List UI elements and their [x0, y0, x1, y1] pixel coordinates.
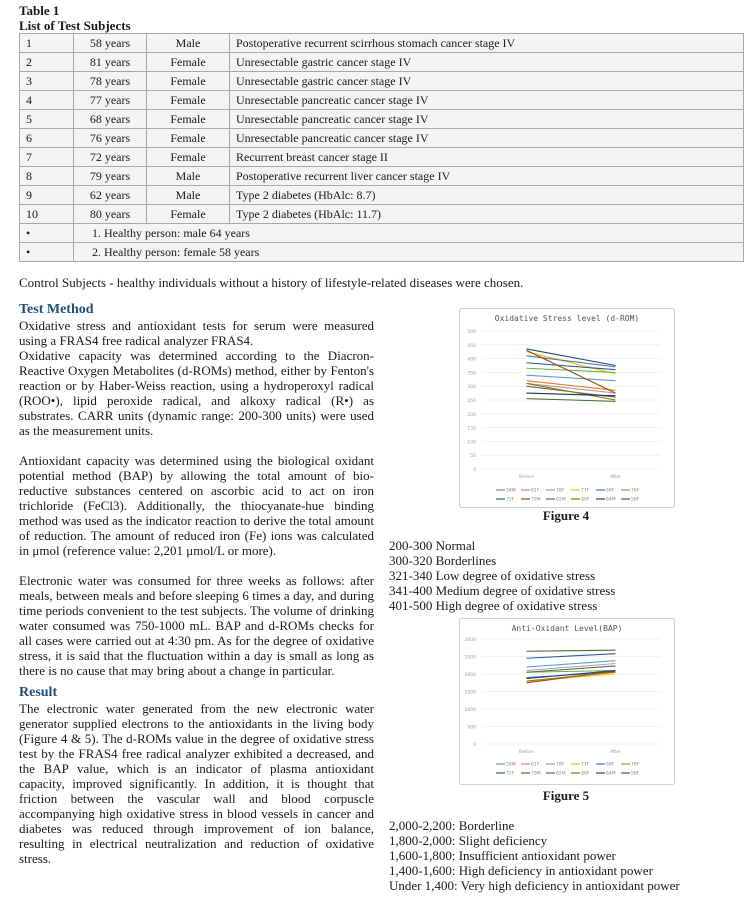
control-row [20, 224, 744, 243]
table-row [20, 34, 744, 53]
figure-5-ranges [389, 818, 680, 893]
legend-label: 81F [531, 762, 540, 768]
table-row [20, 129, 744, 148]
subject-age: 72 years [74, 148, 147, 167]
chart-title: Anti-Oxidant Level(BAP) [511, 624, 623, 633]
y-tick-label: 50 [470, 454, 476, 460]
control-subject: 1. Healthy person: male 64 years [74, 224, 744, 243]
y-tick-label: 1500 [464, 690, 476, 696]
table-row [20, 148, 744, 167]
x-tick-label: After [610, 750, 621, 755]
legend-label: 81F [531, 488, 540, 494]
legend-label: 79M [531, 497, 541, 503]
y-tick-label: 1000 [464, 708, 476, 713]
subject-age: 80 years [74, 205, 147, 224]
subject-age: 76 years [74, 129, 147, 148]
legend-label: 68F [606, 488, 615, 494]
subject-sex: Female [147, 91, 230, 110]
subject-sex: Female [147, 205, 230, 224]
test-method-paragraph-3: Antioxidant capacity was determined using the biological oxidant potential method (BAP) by allowing the total amount of bio-reductive substances centered on ascorbic acid to act on iron trichloride (FeCl3). Additionally, the thiocyanate-hue binding method was used as the indicator reaction to derive the total amount of reduction. The amount of reduced iron (Fe) ions was calculated in μmol (reference value: 2,201 μmol/L or more). [19, 453, 374, 558]
legend-label: 58F [631, 497, 640, 503]
table-number: Table 1 [19, 3, 60, 18]
legend-label: 64M [606, 771, 616, 777]
subject-sex: Female [147, 148, 230, 167]
y-tick-label: 500 [467, 330, 476, 335]
y-tick-label: 2500 [464, 655, 476, 661]
subject-number: 5 [20, 110, 74, 129]
bullet: • [20, 243, 74, 262]
legend-label: 58M [506, 488, 516, 494]
legend-label: 72F [506, 771, 515, 777]
legend-label: 62M [556, 497, 566, 503]
legend-label: 80F [581, 497, 590, 503]
table-row [20, 72, 744, 91]
legend-label: 68F [606, 762, 615, 768]
legend-label: 77F [581, 762, 590, 768]
bap-line-chart [460, 619, 674, 784]
series-line [527, 375, 616, 381]
y-tick-label: 100 [467, 440, 476, 446]
figure-5-chart [459, 618, 675, 785]
subject-sex: Female [147, 129, 230, 148]
test-method-paragraph-4: Electronic water was consumed for three weeks as follows: after meals, between meals and before sleeping 6 times a day, and during time periods convenient to the test subjects. The volume of drinking water consumed was 750-1000 mL. BAP and d-ROMs checks for all cases were carried out at 4:30 pm. As for the degree of oxidative stress, it is said that the fluctuation within a day is small as long as there is no cause that may bring about a change in particular. [19, 573, 374, 678]
test-method-paragraph-2: Oxidative capacity was determined according to the Diacron-Reactive Oxygen Metabolites (d-ROMs) method, either by Fenton's reaction or by Haber-Weiss reaction, using a hydroperoxyl radical (ROO•), lipid peroxide radical, and alkoxy radical (R•) as substrates. CARR units (dynamic range: 200-300 units) were used as the measurement units. [19, 348, 374, 438]
subject-diagnosis: Type 2 diabetes (HbAlc: 8.7) [230, 186, 744, 205]
subject-number: 3 [20, 72, 74, 91]
subject-age: 68 years [74, 110, 147, 129]
legend-label: 58F [631, 771, 640, 777]
table-row [20, 53, 744, 72]
result-heading: Result [19, 685, 58, 700]
range-item: 321-340 Low degree of oxidative stress [389, 568, 596, 583]
range-item: 401-500 High degree of oxidative stress [389, 598, 598, 613]
table-row [20, 167, 744, 186]
legend-label: 78F [556, 762, 565, 768]
subject-diagnosis: Unresectable pancreatic cancer stage IV [230, 91, 744, 110]
figure-4-caption: Figure 4 [542, 508, 590, 523]
subject-number: 10 [20, 205, 74, 224]
range-item: 200-300 Normal [389, 538, 476, 553]
legend-label: 64M [606, 497, 616, 503]
figure-4-ranges [389, 538, 615, 613]
range-item: 2,000-2,200: Borderline [389, 818, 515, 833]
table-row [20, 205, 744, 224]
subject-diagnosis: Unresectable pancreatic cancer stage IV [230, 129, 744, 148]
y-tick-label: 2000 [464, 673, 476, 678]
legend-label: 80F [581, 771, 590, 777]
y-tick-label: 500 [467, 725, 476, 731]
legend-label: 72F [506, 497, 515, 503]
subject-number: 9 [20, 186, 74, 205]
figure-5-caption: Figure 5 [542, 788, 590, 803]
control-note: Control Subjects - healthy individuals without a history of lifestyle-related diseases were chosen. [19, 275, 524, 290]
subject-sex: Male [147, 34, 230, 53]
test-method-heading: Test Method [19, 302, 94, 317]
legend-label: 76F [631, 488, 640, 494]
series-line [527, 661, 616, 667]
subject-age: 62 years [74, 186, 147, 205]
subject-number: 1 [20, 34, 74, 53]
table-row [20, 110, 744, 129]
legend-label: 77F [581, 488, 590, 494]
range-item: 1,800-2,000: Slight deficiency [389, 833, 548, 848]
subject-number: 4 [20, 91, 74, 110]
series-line [527, 654, 616, 659]
table-title: List of Test Subjects [19, 18, 131, 33]
subject-diagnosis: Type 2 diabetes (HbAlc: 11.7) [230, 205, 744, 224]
subject-diagnosis: Postoperative recurrent liver cancer stage IV [230, 167, 744, 186]
legend-label: 79M [531, 771, 541, 777]
legend-label: 58M [506, 762, 516, 768]
subject-sex: Male [147, 167, 230, 186]
legend-label: 78F [556, 488, 565, 494]
subject-diagnosis: Recurrent breast cancer stage II [230, 148, 744, 167]
control-subject: 2. Healthy person: female 58 years [74, 243, 744, 262]
test-method-section [19, 302, 374, 678]
subject-number: 6 [20, 129, 74, 148]
table-row [20, 186, 744, 205]
control-row [20, 243, 744, 262]
legend-label: 76F [631, 762, 640, 768]
series-line [527, 393, 616, 396]
subject-sex: Female [147, 110, 230, 129]
subject-age: 81 years [74, 53, 147, 72]
result-paragraph: The electronic water generated from the new electronic water generator supplied electrons to the antioxidants in the living body (Figure 4 & 5). The d-ROMs value in the degree of oxidative stress test by the FRAS4 free radical analyzer exhibited a decreased, and the BAP value, which is an indicator of plasma antioxidant capacity, improved significantly. In addition, it is thought that friction between the vascular wall and blood corpuscle accompanying high oxidative stress in blood vessels in cancer and diabetes was reduced through improvement of ion balance, resulting in electrical neutralization and reduction of oxidative stress. [19, 701, 374, 866]
x-tick-label: After [610, 475, 621, 480]
y-tick-label: 3000 [464, 638, 476, 643]
subject-sex: Female [147, 72, 230, 91]
subject-diagnosis: Postoperative recurrent scirrhous stomach cancer stage IV [230, 34, 744, 53]
range-item: 1,400-1,600: High deficiency in antioxidant power [389, 863, 653, 878]
range-item: 1,600-1,800: Insufficient antioxidant power [389, 848, 616, 863]
subject-diagnosis: Unresectable gastric cancer stage IV [230, 53, 744, 72]
y-tick-label: 200 [467, 412, 476, 418]
subject-age: 58 years [74, 34, 147, 53]
table-row [20, 91, 744, 110]
y-tick-label: 0 [473, 743, 476, 748]
range-item: 341-400 Medium degree of oxidative stress [389, 583, 616, 598]
bullet: • [20, 224, 74, 243]
y-tick-label: 250 [467, 399, 476, 404]
result-section [19, 685, 374, 866]
y-tick-label: 450 [467, 343, 476, 349]
subject-age: 79 years [74, 167, 147, 186]
chart-title: Oxidative Stress level (d-ROM) [494, 314, 640, 323]
test-method-paragraph-1: Oxidative stress and antioxidant tests for serum were measured using a FRAS4 free radical analyzer FRAS4. [19, 318, 374, 348]
x-tick-label: Before [519, 750, 534, 755]
series-line [527, 650, 616, 651]
legend-label: 62M [556, 771, 566, 777]
y-tick-label: 300 [467, 385, 476, 391]
d-rom-line-chart [460, 309, 674, 507]
y-tick-label: 350 [467, 371, 476, 377]
y-tick-label: 0 [473, 468, 476, 473]
subject-diagnosis: Unresectable pancreatic cancer stage IV [230, 110, 744, 129]
subject-sex: Female [147, 53, 230, 72]
table-caption [19, 3, 131, 33]
subject-sex: Male [147, 186, 230, 205]
range-item: 300-320 Borderlines [389, 553, 497, 568]
subject-number: 2 [20, 53, 74, 72]
subjects-table [19, 33, 744, 262]
y-tick-label: 150 [467, 426, 476, 432]
y-tick-label: 400 [467, 357, 476, 363]
subject-age: 78 years [74, 72, 147, 91]
x-tick-label: Before [519, 475, 534, 480]
subject-age: 77 years [74, 91, 147, 110]
subject-number: 8 [20, 167, 74, 186]
subject-diagnosis: Unresectable gastric cancer stage IV [230, 72, 744, 91]
range-item: Under 1,400: Very high deficiency in antioxidant power [389, 878, 680, 893]
figure-4-chart [459, 308, 675, 508]
subject-number: 7 [20, 148, 74, 167]
